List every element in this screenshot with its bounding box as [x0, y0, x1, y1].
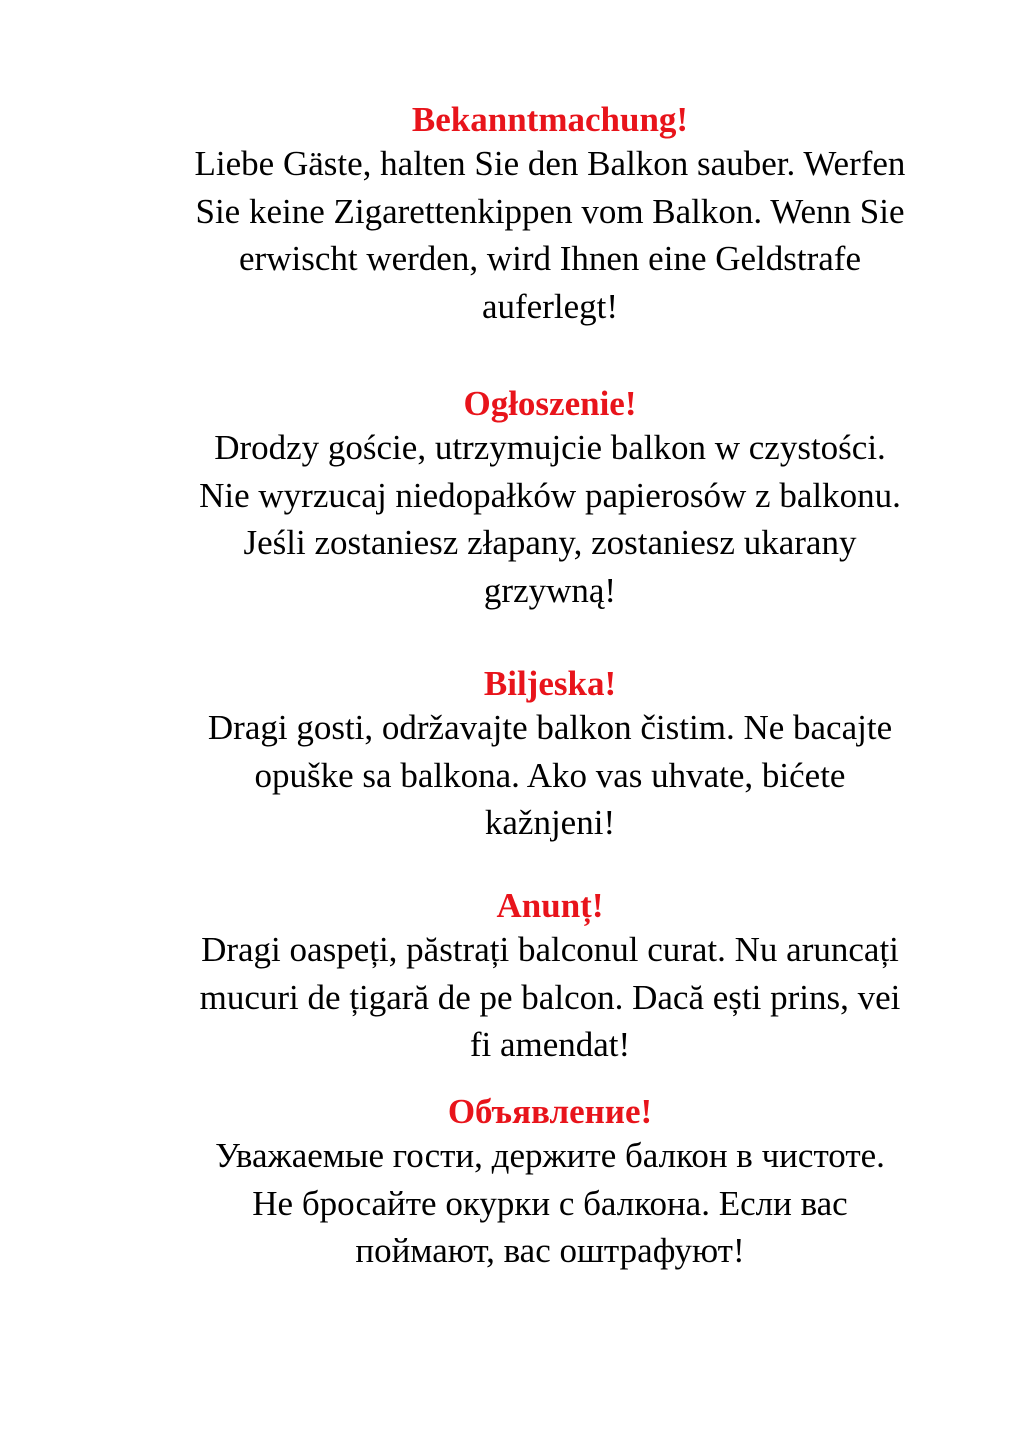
notice-text-line: поймают, вас оштрафуют!: [355, 1231, 745, 1270]
notice-text-line: opuške sa balkona. Ako vas uhvate, bićete: [254, 755, 846, 795]
notice-text-line: fi amendat!: [469, 1025, 631, 1064]
notice-german: [150, 100, 950, 330]
notice-text-line: Dragi oaspeți, păstrați balconul curat. Nu aruncați: [201, 930, 899, 969]
notice-text-line: mucuri de țigară de pe balcon. Dacă ești prins, vei: [199, 977, 901, 1017]
notice-text-line: grzywną!: [483, 570, 617, 610]
notice-text-line: Sie keine Zigarettenkippen vom Balkon. Wenn Sie: [195, 191, 905, 231]
notice-text-line: kažnjeni!: [484, 803, 616, 842]
notice-text-line: auferlegt!: [481, 286, 619, 326]
notice-text-line: Jeśli zostaniesz złapany, zostaniesz ukarany: [243, 523, 857, 562]
notice-text-line: Liebe Gäste, halten Sie den Balkon sauber. Werfen: [194, 144, 906, 183]
notice-croatian: [150, 664, 950, 847]
notice-text-line: Drodzy goście, utrzymujcie balkon w czystości.: [214, 428, 886, 467]
notice-title: Ogłoszenie!: [463, 384, 637, 423]
notice-title: Bekanntmachung!: [411, 100, 689, 139]
notice-text-line: Уважаемые гости, держите балкон в чистоте.: [215, 1136, 885, 1175]
notice-text-line: Не бросайте окурки с балкона. Если вас: [252, 1183, 848, 1223]
notice-text-line: erwischt werden, wird Ihnen eine Geldstrafe: [239, 239, 861, 278]
notice-romanian: [150, 886, 950, 1069]
notice-title: Anunț!: [496, 886, 604, 925]
notice-polish: [150, 384, 950, 614]
notice-text-line: Dragi gosti, održavajte balkon čistim. Ne bacajte: [207, 708, 893, 747]
notice-russian: [150, 1092, 950, 1275]
notice-title: Объявление!: [447, 1092, 653, 1131]
notice-text-line: Nie wyrzucaj niedopałków papierosów z balkonu.: [199, 475, 901, 515]
notice-title: Biljeska!: [483, 664, 617, 703]
